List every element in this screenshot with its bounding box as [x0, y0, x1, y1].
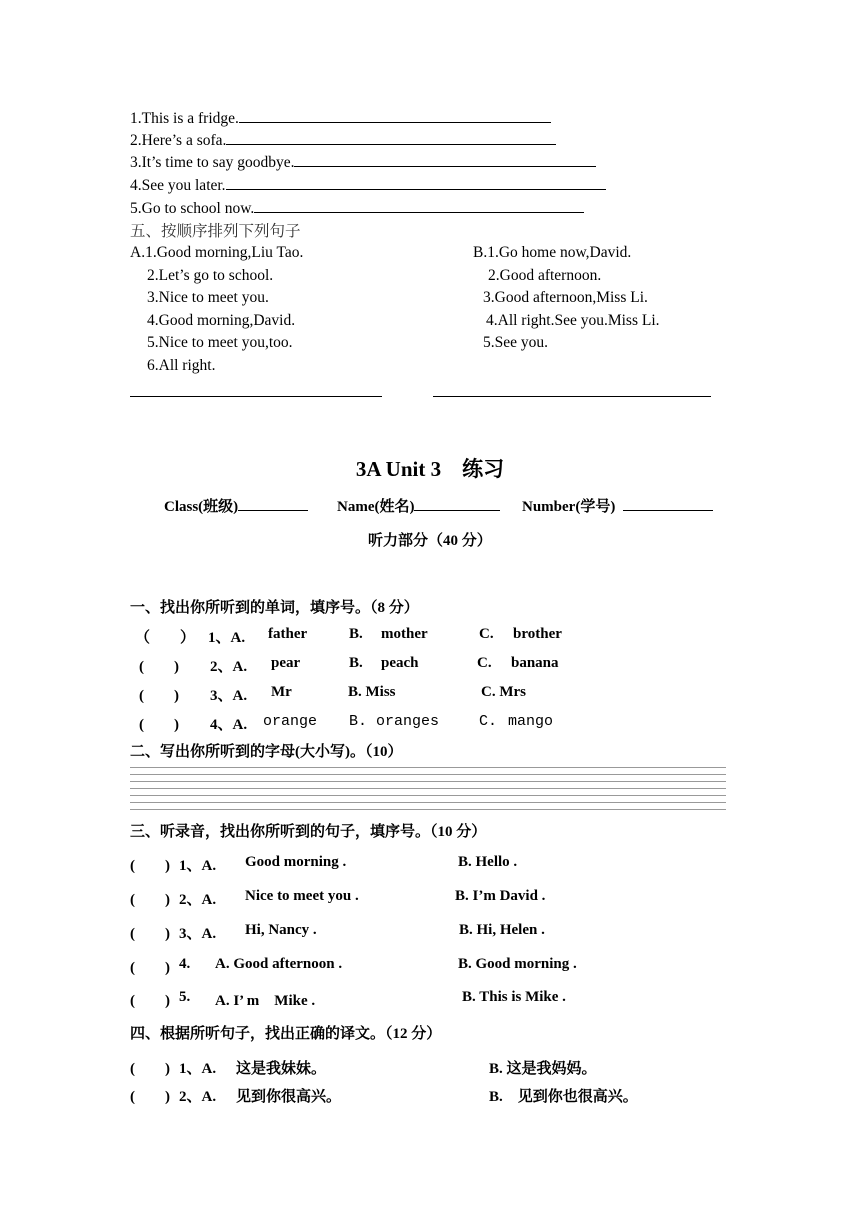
q4-paren-2[interactable]: ( ) [130, 1089, 170, 1105]
q3-num-1: 1、A. [179, 858, 217, 874]
name-blank[interactable] [414, 496, 500, 511]
q1-b-label-3: B. Miss [348, 684, 396, 700]
q3-a-3: Hi, Nancy . [245, 922, 317, 938]
group-a-line-1: A.1.Good morning,Liu Tao. [130, 244, 304, 261]
guide-line [130, 802, 726, 803]
number-blank[interactable] [623, 496, 713, 511]
group-a-line-2: 2.Let’s go to school. [147, 267, 274, 284]
q4-num-1: 1、A. [179, 1061, 217, 1077]
q1-paren-2[interactable]: ( ) [139, 659, 179, 675]
group-b-line-3: 3.Good afternoon,Miss Li. [483, 289, 648, 306]
group-b-line-2: 2.Good afternoon. [488, 267, 602, 284]
q3-paren-5[interactable]: ( ) [130, 993, 170, 1009]
answer-blank[interactable] [239, 108, 551, 123]
q3-a-5: A. I’ m Mike . [215, 993, 316, 1009]
group-a-line-3: 3.Nice to meet you. [147, 289, 269, 306]
q3-b-3: B. Hi, Helen . [459, 922, 545, 938]
q4-b-1: B. 这是我妈妈。 [489, 1061, 597, 1077]
q1-c-4: mango [508, 713, 554, 730]
q3-b-5: B. This is Mike . [462, 989, 566, 1005]
guide-line [130, 788, 726, 789]
group-a-line-5: 5.Nice to meet you,too. [147, 334, 293, 351]
q1-num-4-label: 4、A. [210, 717, 248, 733]
q1-c-1: brother [513, 626, 562, 642]
letter-writing-lines[interactable] [130, 767, 726, 816]
q4-a-2: 见到你很高兴。 [236, 1089, 342, 1105]
q3-paren-4[interactable]: ( ) [130, 960, 170, 976]
q1-b-1: mother [381, 626, 428, 642]
class-field [164, 495, 308, 516]
q4-b-2: B. 见到你也很高兴。 [489, 1089, 638, 1105]
q1-a-1: father [268, 626, 308, 642]
group-a-line-4: 4.Good morning,David. [147, 312, 296, 329]
q1-paren-4[interactable]: ( ) [139, 717, 179, 733]
q1-b-2: peach [381, 655, 419, 671]
q1-title: 一、找出你所听到的单词，填序号。（8 分） [130, 600, 419, 616]
answer-blank[interactable] [294, 152, 596, 167]
q3-b-4: B. Good morning . [458, 956, 577, 972]
group-b-line-4: 4.All right.See you.Miss Li. [486, 312, 660, 329]
q1-num-3: 3、A. [210, 688, 248, 704]
group-a-line-6: 6.All right. [147, 357, 216, 374]
q1-num-4 [210, 713, 247, 734]
q2-title: 二、写出你所听到的字母(大小写)。（10） [130, 744, 403, 760]
translate-line-3 [130, 152, 596, 173]
q3-b-1: B. Hello . [458, 854, 518, 870]
q1-c-label-3: C. Mrs [481, 684, 526, 700]
class-blank[interactable] [238, 496, 308, 511]
q3-a-4: A. Good afternoon . [215, 956, 343, 972]
q1-c-label-1: C. [479, 626, 494, 642]
q3-paren-3[interactable]: ( ) [130, 926, 170, 942]
answer-blank[interactable] [254, 198, 584, 213]
q3-b-2: B. I’m David . [455, 888, 546, 904]
q1-b-label-1: B. [349, 626, 363, 642]
q1-c-label-2: C. [477, 655, 492, 671]
group-b-line-5: 5.See you. [483, 334, 549, 351]
answer-line-a[interactable] [130, 396, 382, 397]
answer-blank[interactable] [226, 175, 606, 190]
q4-num-2: 2、A. [179, 1089, 217, 1105]
class-label: Class(班级) [164, 499, 239, 515]
page-title: 3A Unit 3 练习 [355, 457, 505, 481]
q3-num-3: 3、A. [179, 926, 217, 942]
name-label: Name(姓名) [337, 499, 415, 515]
guide-line [130, 809, 726, 810]
guide-line [130, 767, 726, 768]
q1-c-label-4: C. [479, 713, 498, 730]
q1-b-label-4: B. [349, 713, 368, 730]
answer-blank[interactable] [226, 130, 556, 145]
translate-text-5: 5.Go to school now. [130, 200, 255, 217]
translate-line-1 [130, 108, 551, 129]
translate-text-3: 3.It’s time to say goodbye. [130, 154, 295, 171]
q1-paren-1[interactable]: （ ） [135, 630, 196, 646]
q1-a-4: orange [263, 713, 318, 730]
translate-text-2: 2.Here’s a sofa. [130, 132, 227, 149]
translate-line-5 [130, 198, 584, 219]
q3-num-2: 2、A. [179, 892, 217, 908]
q3-num-5: 5. [179, 989, 191, 1005]
q1-num-2: 2、A. [210, 659, 248, 675]
q1-b-label-2: B. [349, 655, 363, 671]
q3-title: 三、听录音，找出你所听到的句子，填序号。（10 分） [130, 824, 487, 840]
name-field [337, 495, 500, 516]
translate-text-1: 1.This is a fridge. [130, 110, 239, 127]
q1-b-4: oranges [376, 713, 440, 730]
number-label: Number(学号) [522, 499, 616, 515]
translate-line-2 [130, 130, 556, 151]
section5-title: 五、按顺序排列下列句子 [130, 223, 301, 240]
q3-a-2: Nice to meet you . [245, 888, 359, 904]
q1-a-3: Mr [271, 684, 292, 700]
answer-line-b[interactable] [433, 396, 711, 397]
guide-line [130, 795, 726, 796]
group-b-line-1: B.1.Go home now,David. [473, 244, 632, 261]
q3-num-4: 4. [179, 956, 191, 972]
translate-text-4: 4.See you later. [130, 177, 226, 194]
guide-line [130, 774, 726, 775]
q4-title: 四、根据所听句子，找出正确的译文。（12 分） [130, 1026, 442, 1042]
translate-line-4 [130, 175, 606, 196]
q1-num-1: 1、A. [208, 630, 246, 646]
guide-line [130, 781, 726, 782]
q4-paren-1[interactable]: ( ) [130, 1061, 170, 1077]
listening-label: 听力部分（40 分） [368, 533, 492, 549]
q4-a-1: 这是我妹妹。 [236, 1061, 327, 1077]
q3-a-1: Good morning . [245, 854, 347, 870]
q1-c-2: banana [511, 655, 559, 671]
q1-a-2: pear [271, 655, 301, 671]
q3-paren-2[interactable]: ( ) [130, 892, 170, 908]
number-field [522, 495, 713, 516]
q3-paren-1[interactable]: ( ) [130, 858, 170, 874]
q1-paren-3[interactable]: ( ) [139, 688, 179, 704]
